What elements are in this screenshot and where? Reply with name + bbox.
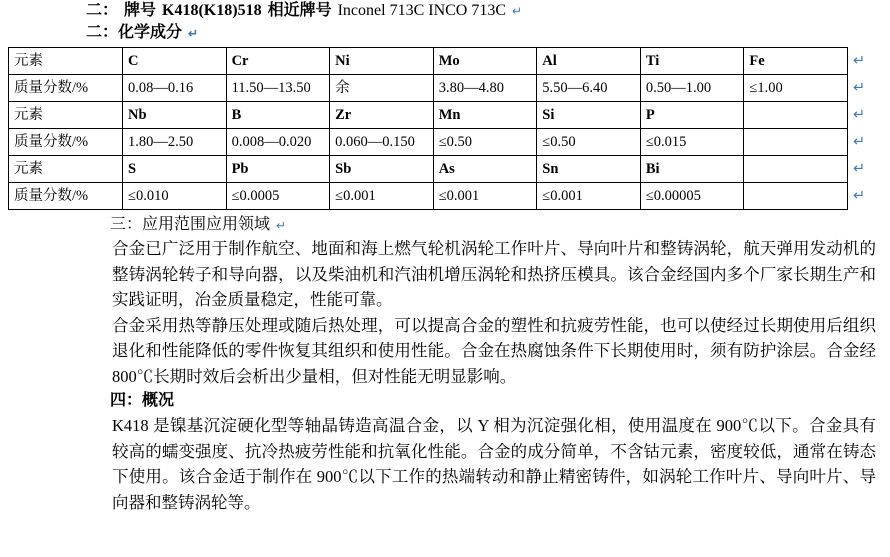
paragraph-mark-icon: ↵: [853, 53, 866, 70]
paragraph-mark-icon: ↵: [512, 3, 523, 18]
cell: Bi: [640, 156, 744, 183]
cell: Mn: [433, 102, 537, 129]
paragraph-mark-icon: ↵: [276, 218, 287, 233]
section-2-heading: [0, 22, 890, 44]
cell: 3.80—4.80: [433, 75, 537, 102]
paragraph-application: 合金已广泛用于制作航空、地面和海上燃气轮机涡轮工作叶片、导向叶片和整铸涡轮，航天弹用发动机的整铸涡轮转子和导向器，以及柴油机和汽油机增压涡轮和热挤压模具。该合金经国内多个厂家长期生产和实践证明，冶金质量稳定，性能可靠。: [112, 239, 876, 310]
cell: Mo: [433, 48, 537, 75]
section-2-number: 二：: [86, 23, 119, 41]
paragraph-mark-icon: ↵: [853, 161, 866, 178]
cell: ≤0.50: [537, 129, 641, 156]
section-2-title: 化学成分: [118, 23, 183, 41]
cell: Cr: [226, 48, 330, 75]
table-row: [9, 183, 876, 210]
paragraph-treatment: 合金采用热等静压处理或随后热处理，可以提高合金的塑性和抗疲劳性能，也可以使经过长期使用后组织退化和性能降低的零件恢复其组织和使用性能。合金在热腐蚀条件下长期使用时，须有防护涂层。合金经 800℃长期时效后会析出少量相，但对性能无明显影响。: [112, 315, 876, 386]
section-1-number: 二：: [86, 2, 119, 19]
cell: Ti: [640, 48, 744, 75]
cell: 1.80—2.50: [123, 129, 227, 156]
row-label: 元素: [9, 102, 123, 129]
section-1-similar-label: 相近牌号: [267, 2, 332, 19]
table-row: [9, 156, 876, 183]
cell: ≤0.001: [537, 183, 641, 210]
cell: ≤0.001: [330, 183, 434, 210]
cell: ≤0.00005: [640, 183, 744, 210]
chemical-composition-table: [8, 47, 876, 210]
cell: C: [123, 48, 227, 75]
paragraph-mark-icon: ↵: [188, 26, 199, 41]
paragraph-mark-icon: ↵: [853, 134, 866, 151]
cell: ≤0.0005: [226, 183, 330, 210]
table-row: [9, 102, 876, 129]
cell: 0.08—0.16: [123, 75, 227, 102]
cell: S: [123, 156, 227, 183]
section-3-number: 三：: [110, 216, 143, 234]
section-4-number: 四：: [110, 392, 143, 410]
paragraph-mark-icon: ↵: [853, 80, 866, 97]
cell: 0.008—0.020: [226, 129, 330, 156]
section-4-title: 概况: [142, 392, 175, 410]
cell: As: [433, 156, 537, 183]
paragraph-mark-icon: ↵: [853, 188, 866, 205]
row-label: 元素: [9, 48, 123, 75]
row-label: 质量分数/%: [9, 129, 123, 156]
cell: Ni: [330, 48, 434, 75]
row-label: 质量分数/%: [9, 75, 123, 102]
row-label: 质量分数/%: [9, 183, 123, 210]
cell: Nb: [123, 102, 227, 129]
cell: Sb: [330, 156, 434, 183]
cell: B: [226, 102, 330, 129]
cell: [744, 129, 848, 156]
cell: [744, 102, 848, 129]
cell: Si: [537, 102, 641, 129]
cell: Zr: [330, 102, 434, 129]
cell: [744, 156, 848, 183]
cell: ≤0.010: [123, 183, 227, 210]
section-1-grade: K418(K18)518: [162, 2, 262, 19]
table-row: [9, 48, 876, 75]
cell: 0.060—0.150: [330, 129, 434, 156]
cell: Fe: [744, 48, 848, 75]
section-1-label: 牌号: [124, 2, 157, 19]
cell: P: [640, 102, 744, 129]
cell: [744, 183, 848, 210]
paragraph-overview: K418 是镍基沉淀硬化型等轴晶铸造高温合金，以 Y 相为沉淀强化相，使用温度在 900℃以下。合金具有较高的蠕变强度、抗冷热疲劳性能和抗氧化性能。合金的成分简单，不含钴元素，密度较低，通常在铸态下使用。该合金适于制作在 900℃以下工作的热端转动和静止精密铸件，如涡轮工作叶片、导向叶片、导向器和整铸涡轮等。: [112, 416, 876, 512]
cell: 5.50—6.40: [537, 75, 641, 102]
cell: 余: [330, 75, 434, 102]
cell: ≤0.50: [433, 129, 537, 156]
section-1-similar-values: Inconel 713C INCO 713C: [337, 2, 507, 19]
cell: ≤1.00: [744, 75, 848, 102]
table-row: [9, 129, 876, 156]
section-4-heading: [0, 389, 890, 413]
cell: Sn: [537, 156, 641, 183]
cell: 0.50—1.00: [640, 75, 744, 102]
paragraph-mark-icon: ↵: [853, 107, 866, 124]
section-3-heading: [0, 214, 890, 236]
cell: 11.50—13.50: [226, 75, 330, 102]
section-3-title: 应用范围应用领域: [142, 216, 271, 234]
section-1-heading: [0, 0, 890, 22]
cell: ≤0.001: [433, 183, 537, 210]
table-row: [9, 75, 876, 102]
row-label: 元素: [9, 156, 123, 183]
cell: ≤0.015: [640, 129, 744, 156]
cell: Pb: [226, 156, 330, 183]
cell: Al: [537, 48, 641, 75]
